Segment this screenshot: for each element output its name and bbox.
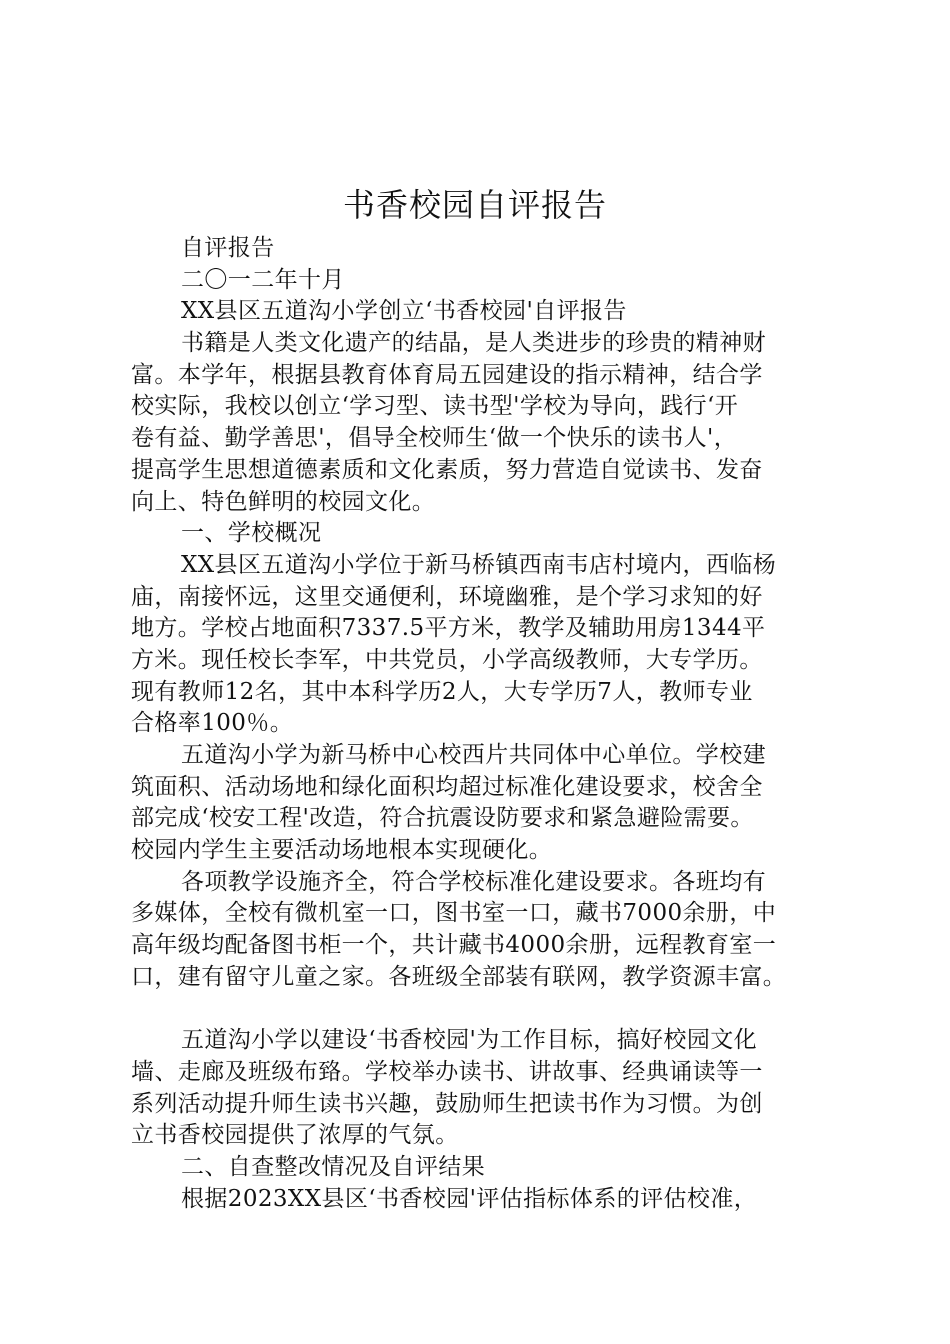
doc-line: 根据2023XX县区‘书香校园'评估指标体系的评估校准， (181, 1185, 758, 1212)
doc-line: 校实际，我校以创立‘学习型、读书型'学校为导向，践行‘开 (131, 393, 739, 420)
doc-line: 筑面积、活动场地和绿化面积均超过标准化建设要求，校舍全 (131, 773, 763, 800)
document-body (131, 233, 823, 1215)
doc-line-report-label: 自评报告 (181, 235, 275, 261)
doc-line: 书籍是人类文化遗产的结晶，是人类进步的珍贵的精神财 (181, 330, 766, 357)
section-heading-self-check: 二、自查整改情况及自评结果 (181, 1153, 486, 1180)
doc-line: 各项教学设施齐全，符合学校标准化建设要求。各班均有 (181, 868, 766, 895)
doc-line: 庙，南接怀远，这里交通便利，环境幽雅，是个学习求知的好 (131, 583, 763, 610)
doc-line: 立书香校园提供了浓厚的气氛。 (131, 1122, 459, 1149)
doc-line: 高年级均配备图书柜一个，共计藏书4000余册，远程教育室一 (131, 932, 777, 959)
doc-line-subtitle: XX县区五道沟小学创立‘书香校园'自评报告 (181, 298, 627, 325)
doc-line: 校园内学生主要活动场地根本实现硬化。 (131, 837, 553, 864)
doc-line: 方米。现任校长李军，中共党员，小学高级教师，大专学历。 (131, 646, 763, 673)
doc-line: 口，建有留守儿童之家。各班级全部装有联网，教学资源丰富。 (131, 963, 787, 990)
doc-line: 五道沟小学为新马桥中心校西片共同体中心单位。学校建 (181, 742, 766, 768)
doc-line: 多媒体，全校有微机室一口，图书室一口，藏书7000余册，中 (131, 900, 777, 927)
doc-line: 向上、特色鲜明的校园文化。 (131, 488, 436, 515)
doc-line: 富。本学年，根据县教育体育局五园建设的指示精神，结合学 (131, 361, 763, 388)
doc-line: 五道沟小学以建设‘书香校园'为工作目标，搞好校园文化 (181, 1027, 758, 1054)
doc-line: 提高学生思想道德素质和文化素质，努力营造自觉读书、发奋 (131, 456, 763, 483)
doc-line: 地方。学校占地面积7337.5平方米，教学及辅助用房1344平 (131, 615, 766, 642)
doc-line: XX县区五道沟小学位于新马桥镇西南韦店村境内，西临杨 (181, 551, 777, 578)
section-heading-school-overview: 一、学校概况 (181, 520, 322, 547)
doc-line: 合格率100％。 (131, 710, 294, 737)
doc-line: 墙、走廊及班级布臵。学校举办读书、讲故事、经典诵读等一 (131, 1058, 763, 1085)
paragraph-gap (131, 994, 823, 1026)
document-title: 书香校园自评报告 (342, 186, 607, 224)
doc-line: 系列活动提升师生读书兴趣，鼓励师生把读书作为习惯。为创 (131, 1090, 763, 1117)
doc-line: 现有教师12名，其中本科学历2人，大专学历7人，教师专业 (131, 678, 753, 705)
doc-line-date: 二〇一二年十月 (181, 266, 345, 293)
doc-line: 卷有益、勤学善思'，倡导全校师生‘做一个快乐的读书人'， (131, 425, 738, 452)
doc-line: 部完成‘校安工程'改造，符合抗震设防要求和紧急避险需要。 (131, 805, 754, 832)
